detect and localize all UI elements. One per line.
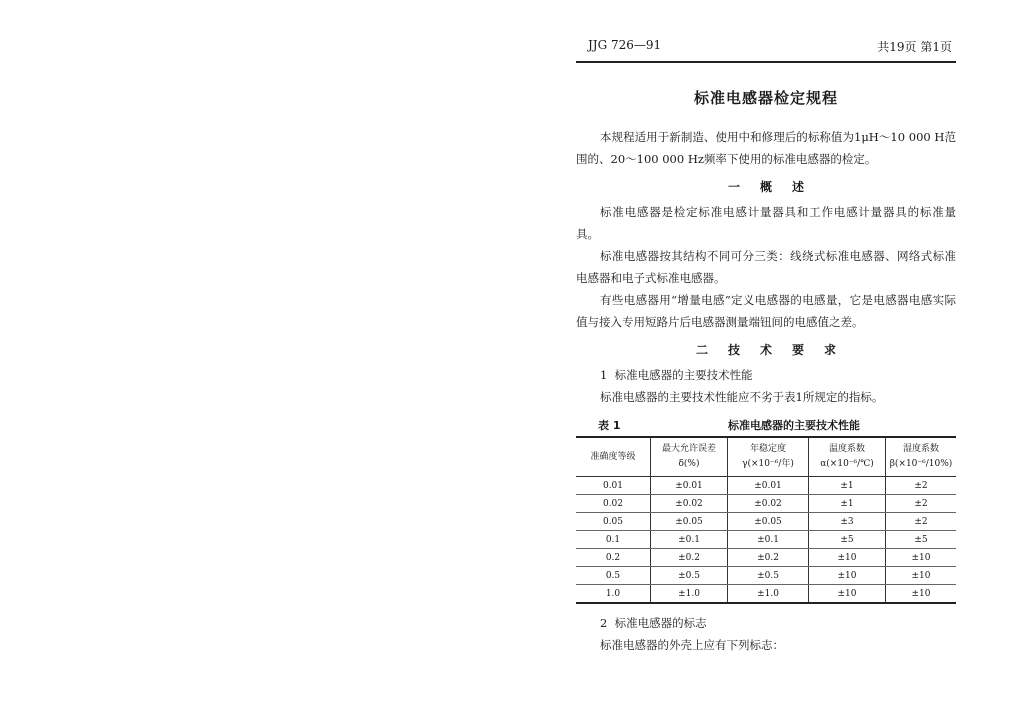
document-page <box>576 34 956 656</box>
item-2-number: 2 <box>600 616 608 630</box>
page-count: 共19页 第1页 <box>877 40 952 54</box>
table-caption <box>576 416 956 434</box>
table-row: 1.0 ±1.0 ±1.0 ±10 ±10 <box>576 585 956 604</box>
header-temp-coef: 温度系数 α(×10⁻⁶/℃) <box>809 437 886 477</box>
standard-code: JJG 726—91 <box>588 38 662 52</box>
item-1-description: 标准电感器的主要技术性能应不劣于表1所规定的指标。 <box>600 390 884 404</box>
section-1-char-1: 概 <box>759 180 772 194</box>
page-header <box>576 34 956 61</box>
header-humidity-coef: 湿度系数 β(×10⁻⁶/10%) <box>886 437 957 477</box>
document-title: 标准电感器检定规程 <box>693 89 838 107</box>
section-1-number: 一 <box>727 180 740 194</box>
table-row: 0.02 ±0.02 ±0.02 ±1 ±2 <box>576 495 956 513</box>
section-2-char-2: 术 <box>759 343 772 357</box>
table-header-row <box>576 437 956 477</box>
section-heading-2 <box>576 341 956 358</box>
section-1-char-2: 述 <box>792 180 805 194</box>
section-heading-1 <box>576 178 956 195</box>
paragraph-3: 有些电感器用“增量电感”定义电感器的电感量，它是电感器电感实际值与接入专用短路片后电感器测量端钮间的电感值之差。 <box>576 293 956 329</box>
table-title: 标准电感器的主要技术性能 <box>728 419 860 432</box>
table-row: 0.5 ±0.5 ±0.5 ±10 ±10 <box>576 567 956 585</box>
section-2-char-3: 要 <box>792 343 805 357</box>
intro-paragraph: 本规程适用于新制造、使用中和修理后的标称值为1μH～10 000 H范围的、20～100 000 Hz频率下使用的标准电感器的检定。 <box>576 130 956 166</box>
section-2-char-4: 求 <box>824 343 837 357</box>
paragraph-2: 标准电感器按其结构不同可分三类：线绕式标准电感器、网络式标准电感器和电子式标准电感器。 <box>576 249 956 285</box>
item-1-text: 标准电感器的主要技术性能 <box>614 368 753 382</box>
table-row: 0.05 ±0.05 ±0.05 ±3 ±2 <box>576 513 956 531</box>
paragraph-1: 标准电感器是检定标准电感计量器具和工作电感计量器具的标准量具。 <box>576 205 956 241</box>
item-2-description: 标准电感器的外壳上应有下列标志： <box>600 638 784 652</box>
item-1-number: 1 <box>600 368 608 382</box>
header-max-error: 最大允许误差 δ(%) <box>651 437 728 477</box>
section-2-char-1: 技 <box>727 343 740 357</box>
header-stability: 年稳定度 γ(×10⁻⁶/年) <box>728 437 809 477</box>
table-row: 0.1 ±0.1 ±0.1 ±5 ±5 <box>576 531 956 549</box>
item-2 <box>576 612 956 634</box>
header-rule <box>576 61 956 63</box>
item-1 <box>576 364 956 386</box>
header-grade: 准确度等级 <box>576 437 651 477</box>
section-2-number: 二 <box>695 343 708 357</box>
table-row: 0.2 ±0.2 ±0.2 ±10 ±10 <box>576 549 956 567</box>
performance-table <box>576 436 956 604</box>
table-row: 0.01 ±0.01 ±0.01 ±1 ±2 <box>576 477 956 495</box>
table-number: 表 1 <box>598 419 621 432</box>
item-2-text: 标准电感器的标志 <box>614 616 707 630</box>
